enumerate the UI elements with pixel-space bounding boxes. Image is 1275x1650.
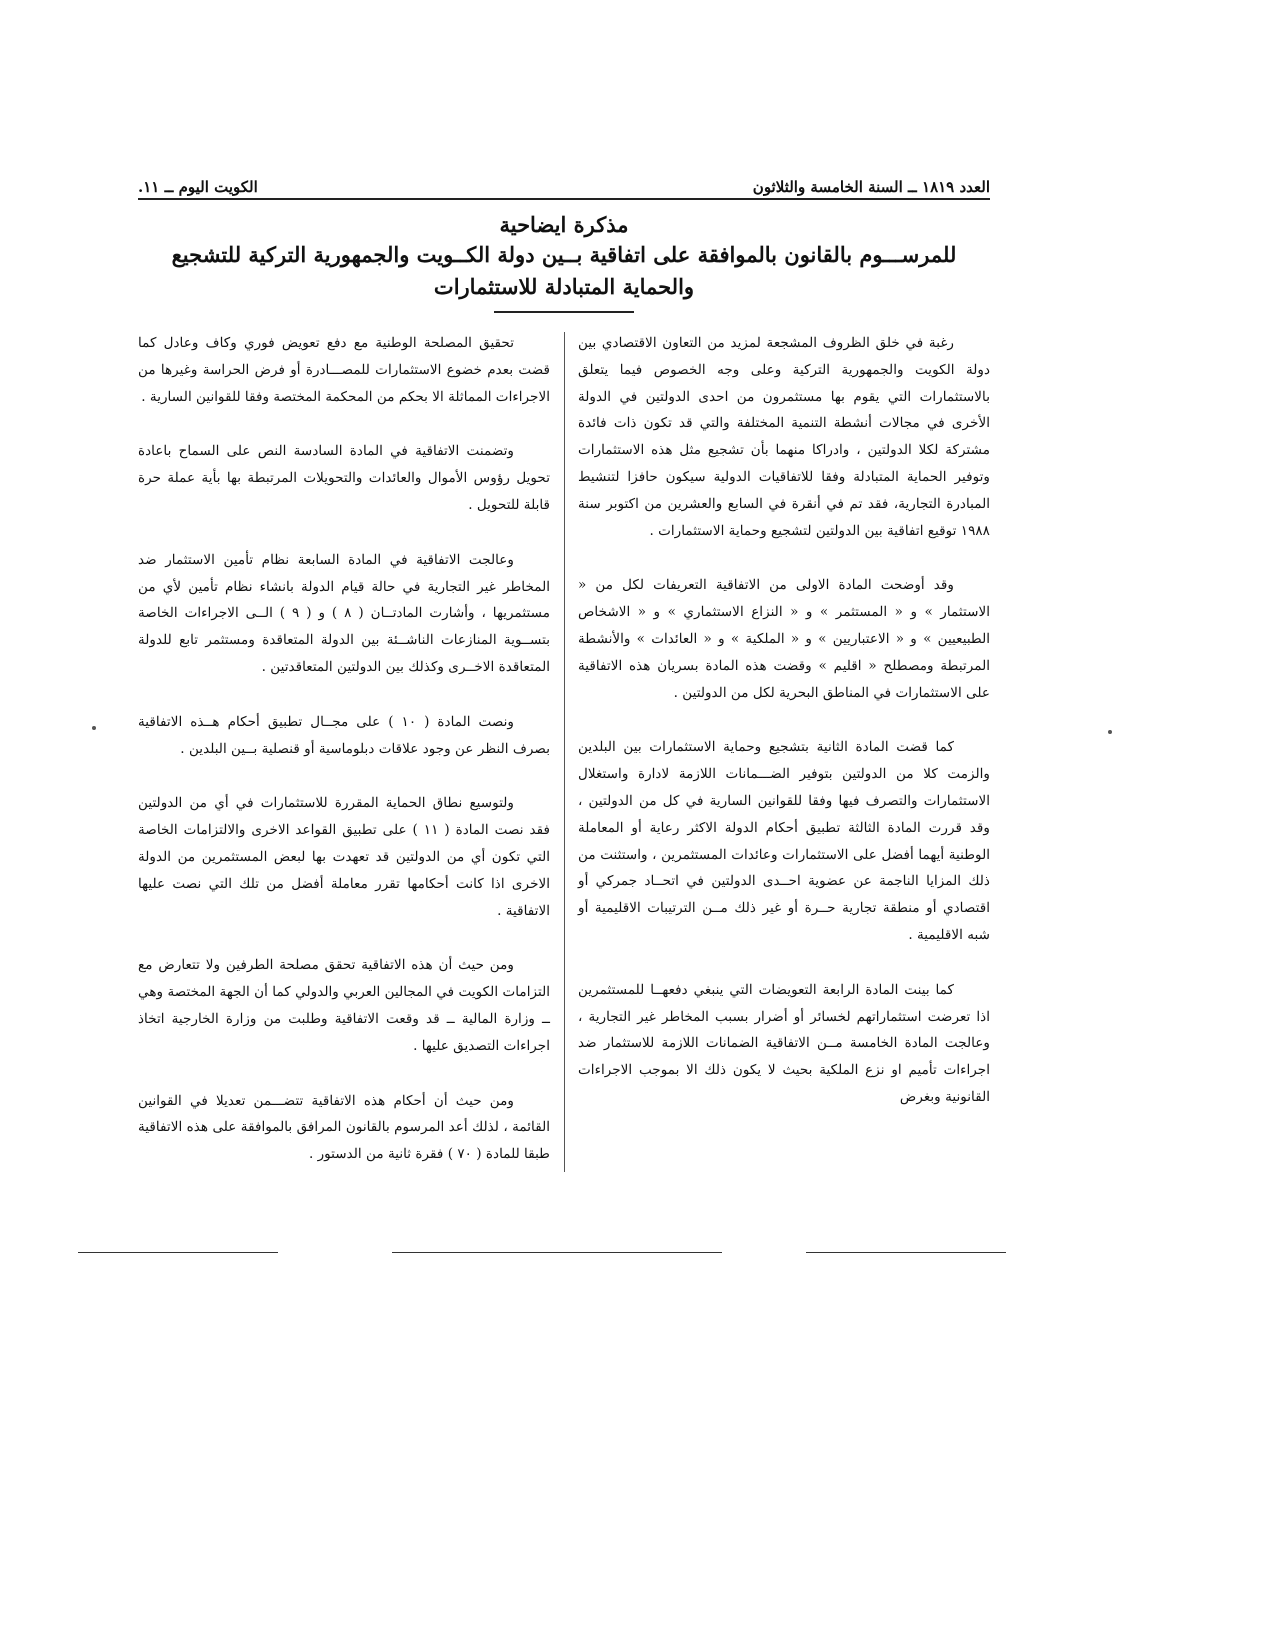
title-underline bbox=[494, 311, 634, 313]
paragraph: تحقيق المصلحة الوطنية مع دفع تعويض فوري وكاف وعادل كما قضت بعدم خضوع الاستثمارات للمصـــادرة أو فرض الحراسة وغيرها من الاجراءات المماثلة الا بحكم من المحكمة المختصة وفقا للقوانين السارية . bbox=[138, 335, 550, 405]
newspaper-name: الكويت اليوم ــ ١١. bbox=[138, 178, 258, 196]
page-header bbox=[138, 168, 990, 196]
footer-rule bbox=[78, 1252, 278, 1253]
paragraph: ومن حيث أن هذه الاتفاقية تحقق مصلحة الطرفين ولا تتعارض مع التزامات الكويت في المجالين العربي والدولي كما أن الجهة المختصة وهي ــ وزارة المالية ــ قد وقعت الاتفاقية وطلبت من وزارة الخارجية اتخاذ اجراءات التصديق عليها . bbox=[138, 957, 550, 1054]
document-title: مذكرة ايضاحية bbox=[499, 212, 629, 237]
footer-rule bbox=[392, 1252, 722, 1253]
paragraph: ونصت المادة ( ١٠ ) على مجــال تطبيق أحكام هــذه الاتفاقية بصرف النظر عن وجود علاقات دبلوماسية أو قنصلية بــين البلدين . bbox=[138, 713, 550, 757]
paragraph: رغبة في خلق الظروف المشجعة لمزيد من التعاون الاقتصادي بين دولة الكويت والجمهورية التركية وعلى وجه الخصوص فيما يتعلق بالاستثمارات التي يقوم بها مستثمرون من احدى الدولتين في الدولة الأخرى في مجالات أنشطة التنمية المختلفة والتي قد تكون ذات فائدة مشتركة لكلا الدولتين ، وادراكا منهما بأن تشجيع مثل هذه الاستثمارات وتوفير الحماية المتبادلة وفقا للاتفاقيات الدولية سيكون حافزا لتنشيط المبادرة التجارية، فقد تم في أنقرة في السابع والعشرين من اكتوبر سنة ١٩٨٨ توقيع اتفاقية بين الدولتين لتشجيع وحماية الاستثمارات . bbox=[578, 335, 990, 539]
right-column bbox=[578, 330, 990, 1192]
header-rule bbox=[138, 198, 990, 200]
column-divider bbox=[564, 332, 565, 1172]
left-column bbox=[138, 330, 550, 1192]
scan-speck bbox=[92, 726, 96, 730]
paragraph: ولتوسيع نطاق الحماية المقررة للاستثمارات في أي من الدولتين فقد نصت المادة ( ١١ ) على تطبيق القواعد الاخرى والالتزامات الخاصة التي تكون أي من الدولتين قد تعهدت بها لبعض المستثمرين من الدولة الاخرى اذا كانت أحكامها تقرر معاملة أفضل من تلك التي نصت عليها الاتفاقية . bbox=[138, 795, 550, 919]
footer-rule bbox=[806, 1252, 1006, 1253]
paragraph: كما بينت المادة الرابعة التعويضات التي ينبغي دفعهــا للمستثمرين اذا تعرضت استثماراتهم لخسائر أو أضرار بسبب المخاطر غير التجارية ، وعالجت المادة الخامسة مــن الاتفاقية الضمانات اللازمة للاستثمار ضد اجراءات تأميم او نزع الملكية بحيث لا يكون ذلك الا بموجب الاجراءات القانونية وبغرض bbox=[578, 981, 990, 1105]
document-subtitle: للمرســـوم بالقانون بالموافقة على اتفاقية بــين دولة الكــويت والجمهورية التركية للتشجيع والحماية المتبادلة للاستثمارات bbox=[171, 242, 957, 299]
paragraph: وعالجت الاتفاقية في المادة السابعة نظام تأمين الاستثمار ضد المخاطر غير التجارية في حالة قيام الدولة بانشاء نظام تأمين لأي من مستثمريها ، وأشارت المادتــان ( ٨ ) و ( ٩ ) الــى الاجراءات الخاصة بتســوية المنازعات الناشــئة بين الدولة المتعاقدة ومستثمر تابع للدولة المتعاقدة الاخــرى وكذلك بين الدولتين المتعاقدتين . bbox=[138, 551, 550, 675]
paragraph: كما قضت المادة الثانية بتشجيع وحماية الاستثمارات بين البلدين والزمت كلا من الدولتين بتوفير الضـــمانات اللازمة لادارة واستغلال الاستثمارات والتصرف فيها وفقا للقوانين السارية في كل من الدولتين ، وقد قررت المادة الثالثة تطبيق أحكام الدولة الاكثر رعاية أو المعاملة الوطنية أيهما أفضل على الاستثمارات وعائدات المستثمرين ، واستثنت من ذلك المزايا الناجمة عن عضوية احــدى الدولتين في اتحــاد جمركي أو اقتصادي أو منطقة تجارية حــرة أو غير ذلك مــن الترتيبات الاقليمية أو شبه الاقليمية . bbox=[578, 739, 990, 943]
paragraph: وتضمنت الاتفاقية في المادة السادسة النص على السماح باعادة تحويل رؤوس الأموال والعائدات والتحويلات المرتبطة بها بأية عملة حرة قابلة للتحويل . bbox=[138, 443, 550, 513]
paragraph: وقد أوضحت المادة الاولى من الاتفاقية التعريفات لكل من « الاستثمار » و « المستثمر » و « النزاع الاستثماري » و « الاشخاص الطبيعيين » و « الاعتباريين » و « الملكية » و « العائدات » والأنشطة المرتبطة ومصطلح « اقليم » وقضت هذه المادة بسريان هذه الاتفاقية على الاستثمارات في المناطق البحرية لكل من الدولتين . bbox=[578, 577, 990, 701]
scan-speck bbox=[1108, 730, 1112, 734]
body-columns bbox=[138, 330, 990, 1192]
title-block bbox=[138, 212, 990, 313]
issue-info: العدد ١٨١٩ ــ السنة الخامسة والثلاثون bbox=[752, 178, 990, 196]
paragraph: ومن حيث أن أحكام هذه الاتفاقية تتضـــمن تعديلا في القوانين القائمة ، لذلك أعد المرسوم بالقانون المرافق بالموافقة على هذه الاتفاقية طبقا للمادة ( ٧٠ ) فقرة ثانية من الدستور . bbox=[138, 1092, 550, 1163]
